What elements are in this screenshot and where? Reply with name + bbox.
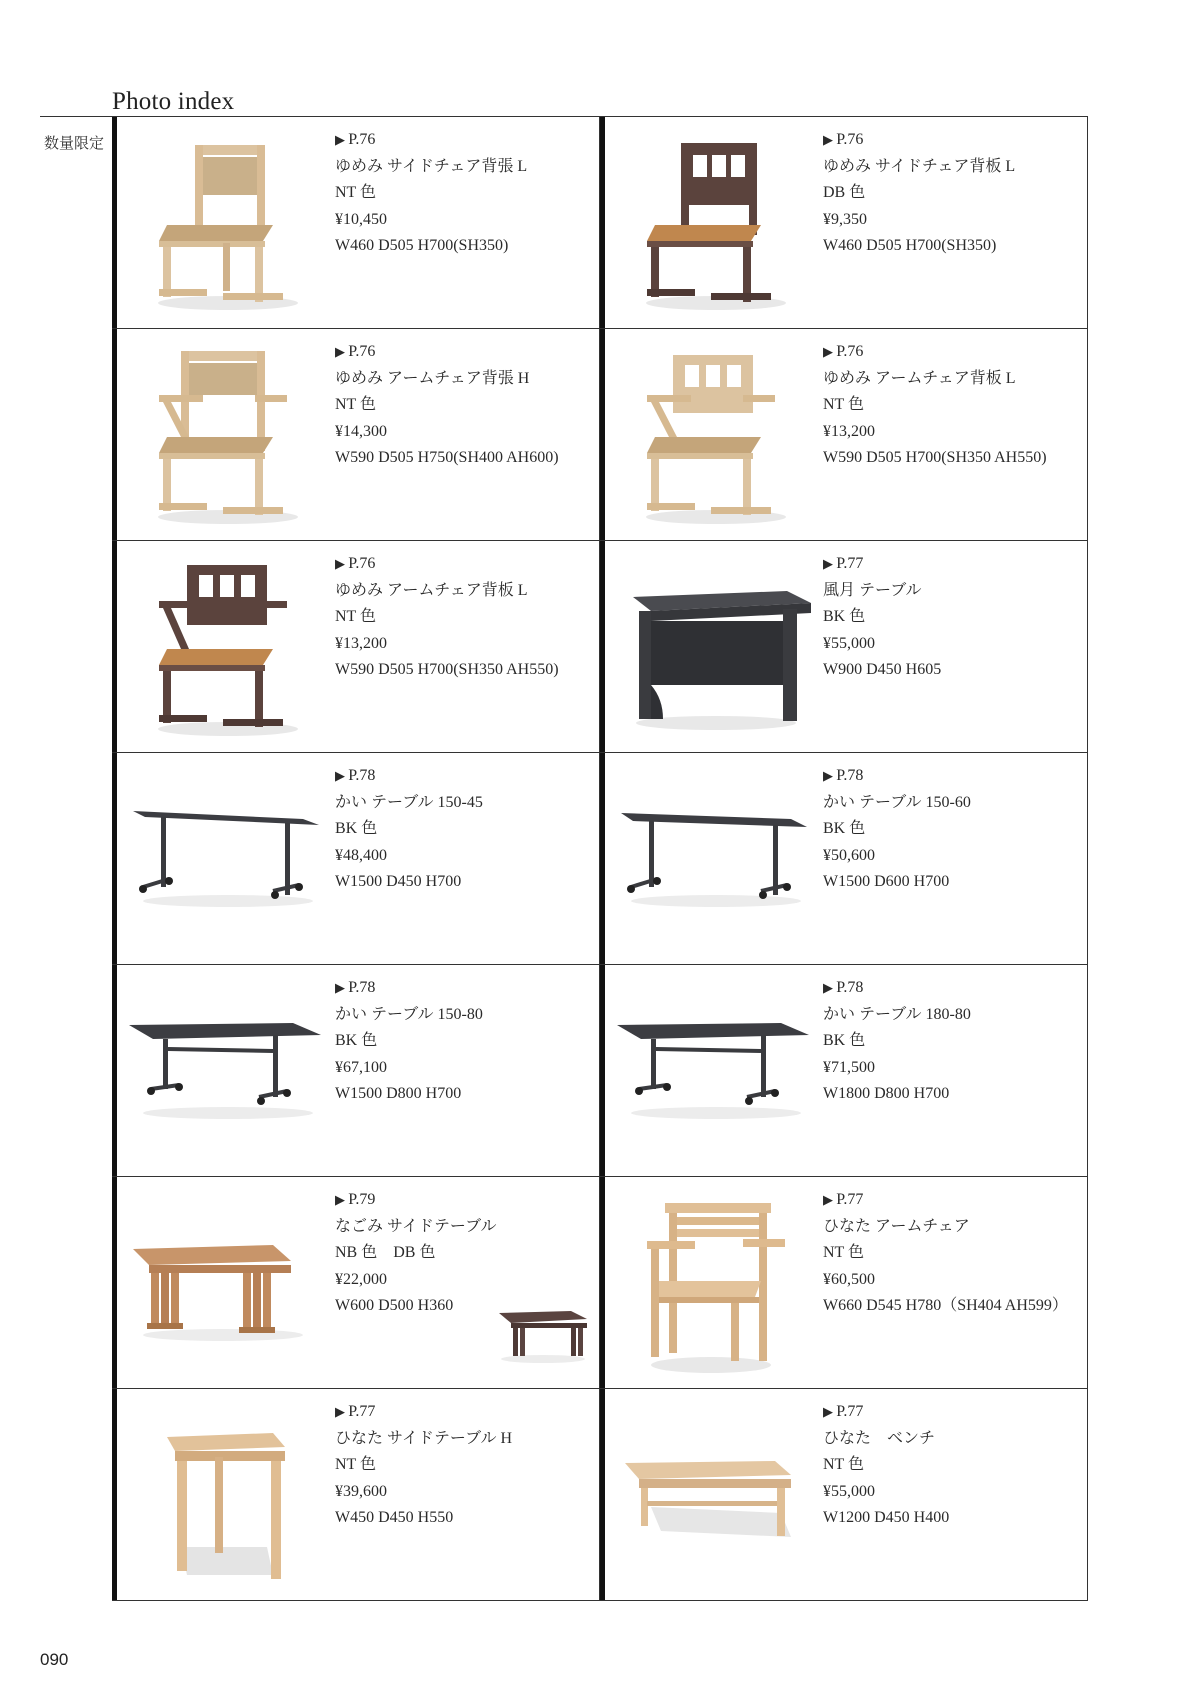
product-size: W660 D545 H780（SH404 AH599） <box>823 1297 1068 1314</box>
page-reference: ▶ P.79 <box>335 1187 496 1214</box>
product-price: ¥60,500 <box>823 1270 875 1288</box>
product-row <box>112 117 1088 329</box>
product-name: かい テーブル 150-80 <box>335 1005 483 1023</box>
armchair-upholstered-natural-icon <box>123 337 323 532</box>
product-name: かい テーブル 150-60 <box>823 793 971 811</box>
folding-table-narrow-icon <box>123 761 323 956</box>
page-reference: ▶ P.76 <box>335 127 527 154</box>
product-row <box>112 329 1088 541</box>
product-price: ¥13,200 <box>823 422 875 440</box>
page-number: 090 <box>40 1650 69 1669</box>
product-color: NT 色 <box>335 184 377 201</box>
product-color: BK 色 <box>823 608 866 625</box>
product-price: ¥13,200 <box>335 634 387 652</box>
armchair-slatted-dark-icon <box>123 549 323 744</box>
product-card <box>112 753 600 964</box>
product-name: ゆめみ サイドチェア背板 L <box>823 157 1016 175</box>
product-name: ひなた サイドテーブル H <box>335 1429 512 1447</box>
product-size: W590 D505 H700(SH350 AH550) <box>823 449 1047 466</box>
product-row <box>112 753 1088 965</box>
page-reference: ▶ P.78 <box>335 975 483 1002</box>
page-title: Photo index <box>112 88 235 115</box>
low-side-table-icon <box>123 1185 323 1380</box>
folding-table-narrow-icon <box>611 761 811 956</box>
tall-side-table-icon <box>123 1397 323 1592</box>
product-grid <box>112 117 1088 1601</box>
product-size: W1500 D800 H700 <box>335 1085 462 1102</box>
product-price: ¥55,000 <box>823 1482 875 1500</box>
product-name: ひなた アームチェア <box>823 1217 970 1235</box>
product-size: W1500 D600 H700 <box>823 873 950 890</box>
product-info <box>823 127 1015 260</box>
product-info <box>335 127 527 260</box>
page-reference: ▶ P.77 <box>823 1187 1068 1214</box>
product-row <box>112 541 1088 753</box>
product-color: BK 色 <box>335 820 378 837</box>
product-size: W1500 D450 H700 <box>335 873 462 890</box>
page-reference: ▶ P.77 <box>335 1399 512 1426</box>
product-card <box>600 117 1088 328</box>
product-card <box>600 541 1088 752</box>
product-name: ゆめみ アームチェア背板 L <box>335 581 528 599</box>
side-chair-slatted-dark-icon <box>611 125 811 320</box>
product-price: ¥9,350 <box>823 210 867 228</box>
product-info <box>823 339 1047 472</box>
product-name: ゆめみ サイドチェア背張 L <box>335 157 528 175</box>
product-color: NT 色 <box>335 396 377 413</box>
product-color: DB 色 <box>823 184 866 201</box>
product-info <box>823 975 971 1108</box>
product-price: ¥10,450 <box>335 210 387 228</box>
page-reference: ▶ P.78 <box>823 763 971 790</box>
product-color: BK 色 <box>823 1032 866 1049</box>
page-reference: ▶ P.78 <box>823 975 971 1002</box>
folding-table-wide-icon <box>611 973 811 1168</box>
outdoor-armchair-icon <box>611 1185 811 1380</box>
side-chair-upholstered-natural-icon <box>123 125 323 320</box>
armchair-slatted-natural-icon <box>611 337 811 532</box>
product-info <box>823 1187 1068 1320</box>
product-color: BK 色 <box>335 1032 378 1049</box>
product-price: ¥50,600 <box>823 846 875 864</box>
product-size: W1800 D800 H700 <box>823 1085 950 1102</box>
product-card <box>600 329 1088 540</box>
product-card <box>112 541 600 752</box>
product-size: W590 D505 H750(SH400 AH600) <box>335 449 559 466</box>
product-name: かい テーブル 180-80 <box>823 1005 971 1023</box>
product-info <box>823 1399 949 1532</box>
product-color: NT 色 <box>823 1456 865 1473</box>
product-card <box>600 1389 1088 1600</box>
product-card <box>600 965 1088 1176</box>
product-row <box>112 965 1088 1177</box>
page-reference: ▶ P.77 <box>823 1399 949 1426</box>
product-color: NT 色 <box>335 608 377 625</box>
product-card <box>112 965 600 1176</box>
product-info <box>335 763 483 896</box>
product-color: NT 色 <box>823 396 865 413</box>
product-size: W600 D500 H360 <box>335 1297 454 1314</box>
product-info <box>335 339 559 472</box>
dark-side-table-icon <box>493 1297 593 1367</box>
page-reference: ▶ P.76 <box>335 339 559 366</box>
product-name: かい テーブル 150-45 <box>335 793 483 811</box>
product-card <box>600 753 1088 964</box>
product-size: W460 D505 H700(SH350) <box>823 237 997 254</box>
limited-quantity-label: 数量限定 <box>44 136 105 152</box>
product-info <box>335 1399 512 1532</box>
product-price: ¥67,100 <box>335 1058 387 1076</box>
product-size: W590 D505 H700(SH350 AH550) <box>335 661 559 678</box>
product-row <box>112 1177 1088 1389</box>
product-info <box>823 551 941 684</box>
product-price: ¥55,000 <box>823 634 875 652</box>
product-name: なごみ サイドテーブル <box>335 1217 497 1235</box>
product-info <box>335 975 483 1108</box>
page-reference: ▶ P.76 <box>335 551 559 578</box>
bench-icon <box>611 1397 811 1592</box>
product-card <box>600 1177 1088 1388</box>
product-row <box>112 1389 1088 1601</box>
product-price: ¥22,000 <box>335 1270 387 1288</box>
product-card <box>112 117 600 328</box>
page-reference: ▶ P.78 <box>335 763 483 790</box>
product-size: W450 D450 H550 <box>335 1509 454 1526</box>
product-name: 風月 テーブル <box>823 581 922 599</box>
product-color: NT 色 <box>823 1244 865 1261</box>
product-price: ¥48,400 <box>335 846 387 864</box>
product-size: W1200 D450 H400 <box>823 1509 950 1526</box>
product-name: ゆめみ アームチェア背張 H <box>335 369 530 387</box>
page-reference: ▶ P.76 <box>823 339 1047 366</box>
product-info <box>823 763 971 896</box>
product-price: ¥14,300 <box>335 422 387 440</box>
product-card <box>112 1177 600 1388</box>
product-info <box>335 1187 496 1320</box>
product-info <box>335 551 559 684</box>
product-color: BK 色 <box>823 820 866 837</box>
page-reference: ▶ P.76 <box>823 127 1015 154</box>
product-price: ¥71,500 <box>823 1058 875 1076</box>
product-size: W900 D450 H605 <box>823 661 942 678</box>
product-color: NT 色 <box>335 1456 377 1473</box>
product-name: ゆめみ アームチェア背板 L <box>823 369 1016 387</box>
panel-table-black-icon <box>611 549 811 744</box>
product-card <box>112 1389 600 1600</box>
product-color: NB 色 DB 色 <box>335 1244 436 1261</box>
product-price: ¥39,600 <box>335 1482 387 1500</box>
page-reference: ▶ P.77 <box>823 551 941 578</box>
product-name: ひなた ベンチ <box>823 1429 936 1447</box>
folding-table-wide-icon <box>123 973 323 1168</box>
product-size: W460 D505 H700(SH350) <box>335 237 509 254</box>
product-card <box>112 329 600 540</box>
